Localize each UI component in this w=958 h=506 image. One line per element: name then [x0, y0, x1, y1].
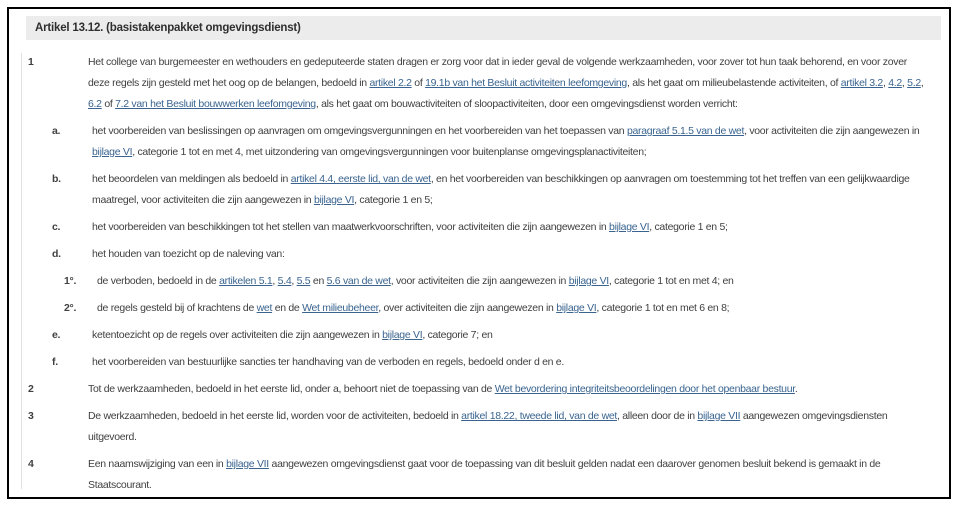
item-text: de verboden, bedoeld in de artikelen 5.1, 5.4, 5.5 en 5.6 van de wet, voor activiteiten die zijn aangewezen in bijlage VI, categorie 1 tot en met 4; en — [97, 275, 734, 287]
legal-reference-link[interactable]: Wet bevordering integriteitsbeoordelingen door het openbaar bestuur — [494, 383, 795, 395]
legal-reference-link[interactable]: bijlage VI — [568, 275, 609, 287]
article-frame — [7, 7, 951, 499]
item-marker: e. — [52, 329, 61, 341]
item-marker: 1°. — [64, 275, 77, 287]
legal-reference-link[interactable]: bijlage VI — [92, 146, 133, 158]
item-marker: 2°. — [64, 302, 77, 314]
legal-reference-link[interactable]: 5.4 — [277, 275, 292, 287]
article-item-lid-2 — [9, 379, 949, 400]
item-marker: a. — [52, 125, 61, 137]
legal-reference-link[interactable]: 5.6 van de wet — [326, 275, 391, 287]
article-item-sub-d-2 — [9, 298, 949, 319]
article-item-sub-b — [9, 169, 949, 211]
article-heading: Artikel 13.12. (basistakenpakket omgevingsdienst) — [35, 22, 301, 34]
article-item-lid-4 — [9, 454, 949, 496]
legal-reference-link[interactable]: bijlage VII — [226, 458, 269, 470]
item-text: De werkzaamheden, bedoeld in het eerste lid, worden voor de activiteiten, bedoeld in artikel 18.22, tweede lid, van de wet, alleen door de in bijlage VII aangewezen omgevingsdiensten uitgevoerd. — [88, 410, 888, 443]
article-item-lid-1 — [9, 52, 949, 115]
item-marker: c. — [52, 221, 61, 233]
legal-reference-link[interactable]: paragraaf 5.1.5 van de wet — [626, 125, 745, 137]
item-text: het houden van toezicht op de naleving van: — [92, 248, 285, 260]
article-item-sub-d — [9, 244, 949, 265]
item-marker: 2 — [28, 383, 34, 395]
item-text: de regels gesteld bij of krachtens de wet en de Wet milieubeheer, over activiteiten die zijn aangewezen in bijlage VI, categorie 1 tot en met 6 en 8; — [97, 302, 730, 314]
legal-reference-link[interactable]: bijlage VII — [697, 410, 741, 422]
legal-reference-link[interactable]: 6.2 — [88, 98, 102, 110]
article-item-sub-a — [9, 121, 949, 163]
article-item-sub-d-1 — [9, 271, 949, 292]
legal-reference-link[interactable]: bijlage VI — [609, 221, 650, 233]
legal-reference-link[interactable]: 7.2 van het Besluit bouwwerken leefomgeving — [115, 98, 316, 110]
legal-reference-link[interactable]: artikel 18.22, tweede lid, van de wet — [461, 410, 618, 422]
item-text: het beoordelen van meldingen als bedoeld in artikel 4.4, eerste lid, van de wet, en het voorbereiden van beschikkingen op aanvragen om toestemming tot het treffen van een gelijkwaardige maatregel, voor activiteiten die zijn aangewezen in bijlage VI, categorie 1 en 5; — [92, 173, 910, 206]
item-marker: 4 — [28, 458, 34, 470]
legal-reference-link[interactable]: bijlage VI — [313, 194, 355, 206]
article-item-sub-f — [9, 352, 949, 373]
item-text: Het college van burgemeester en wethouders en gedeputeerde staten dragen er zorg voor dat in ieder geval de volgende werkzaamheden, voor zover tot hun taak behorend, en voor zover deze regels zijn gesteld met het oog op de belangen, bedoeld in artikel 2.2 of 19.1b van het Besluit activiteiten leefomgeving, als het gaat om milieubelastende activiteiten, of artikel 3.2, 4.2, 5.2, 6.2 of 7.2 van het Besluit bouwwerken leefomgeving, als het gaat om bouwactiviteiten of sloopactiviteiten, door een omgevingsdienst worden verricht: — [88, 56, 924, 110]
item-text: Tot de werkzaamheden, bedoeld in het eerste lid, onder a, behoort niet de toepassing van de Wet bevordering integriteitsbeoordelingen door het openbaar bestuur. — [88, 383, 798, 395]
legal-reference-link[interactable]: 4.2 — [888, 77, 902, 89]
article-item-lid-3 — [9, 406, 949, 448]
legal-reference-link[interactable]: Wet milieubeheer — [302, 302, 379, 314]
legal-reference-link[interactable]: 5.5 — [296, 275, 311, 287]
legal-reference-link[interactable]: 5.2 — [907, 77, 921, 89]
legal-reference-link[interactable]: artikel 4.4, eerste lid, van de wet — [290, 173, 431, 185]
article-heading-bar — [26, 16, 941, 40]
article-items — [9, 40, 949, 496]
item-text: het voorbereiden van beslissingen op aanvragen om omgevingsvergunningen en het voorbereiden van het toepassen van paragraaf 5.1.5 van de wet, voor activiteiten die zijn aangewezen in bijlage VI, categorie 1 tot en met 4, met uitzondering van omgevingsvergunningen voor buitenplanse omgevingsplanactiviteiten; — [92, 125, 920, 158]
item-marker: 3 — [28, 410, 34, 422]
item-marker: f. — [52, 356, 58, 368]
item-text: Een naamswijziging van een in bijlage VII aangewezen omgevingsdienst gaat voor de toepassing van dit besluit gelden nadat een daarover genomen besluit bekend is gemaakt in de Staatscourant. — [88, 458, 881, 491]
legal-reference-link[interactable]: bijlage VI — [382, 329, 423, 341]
item-text: het voorbereiden van bestuurlijke sancties ter handhaving van de verboden en regels, bedoeld onder d en e. — [92, 356, 564, 368]
legal-reference-link[interactable]: wet — [256, 302, 273, 314]
legal-reference-link[interactable]: artikelen 5.1 — [219, 275, 273, 287]
item-text: het voorbereiden van beschikkingen tot het stellen van maatwerkvoorschriften, voor activiteiten die zijn aangewezen in bijlage VI, categorie 1 en 5; — [92, 221, 728, 233]
article-item-sub-e — [9, 325, 949, 346]
item-marker: d. — [52, 248, 61, 260]
item-text: ketentoezicht op de regels over activiteiten die zijn aangewezen in bijlage VI, categorie 7; en — [92, 329, 493, 341]
legal-reference-link[interactable]: artikel 3.2 — [840, 77, 883, 89]
article-item-sub-c — [9, 217, 949, 238]
legal-reference-link[interactable]: bijlage VI — [556, 302, 597, 314]
item-marker: b. — [52, 173, 61, 185]
legal-reference-link[interactable]: artikel 2.2 — [369, 77, 412, 89]
item-marker: 1 — [28, 56, 34, 68]
legal-reference-link[interactable]: 19.1b van het Besluit activiteiten leefomgeving — [425, 77, 627, 89]
